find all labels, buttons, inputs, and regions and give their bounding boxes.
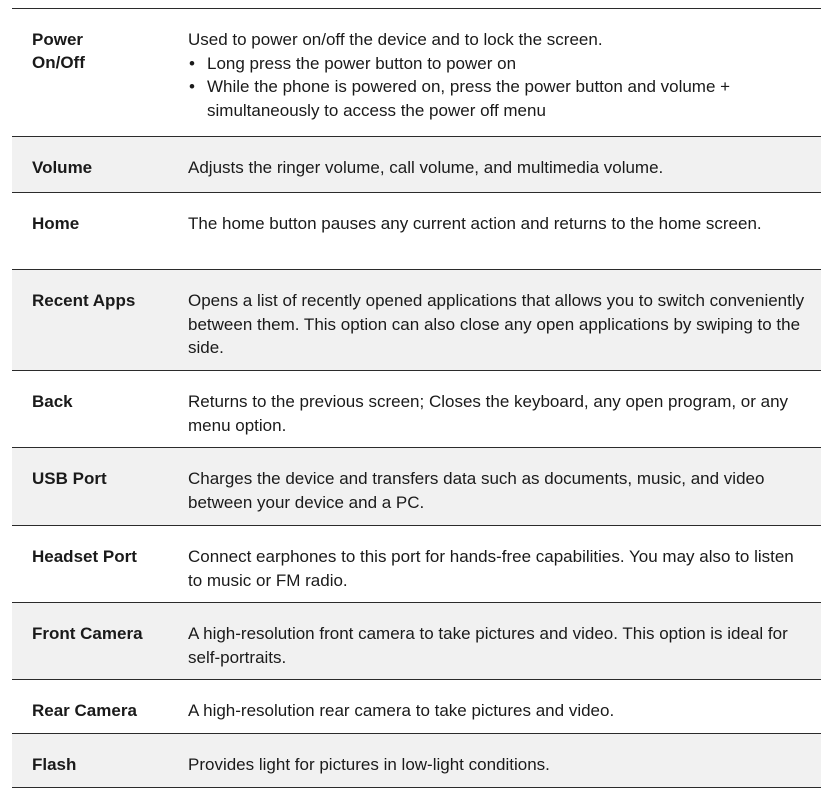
- row-description: A high-resolution front camera to take pictures and video. This option is ideal for self-portraits.: [188, 624, 788, 667]
- table-row-recent-apps: [12, 270, 821, 371]
- row-description: A high-resolution rear camera to take pictures and video.: [188, 701, 615, 720]
- row-description: Charges the device and transfers data such as documents, music, and video between your device and a PC.: [188, 469, 765, 512]
- row-description: Opens a list of recently opened applications that allows you to switch conveniently between them. This option can also close any open applications by swiping to the side.: [188, 291, 805, 357]
- row-term: Headset Port: [32, 547, 137, 566]
- row-description: The home button pauses any current action and returns to the home screen.: [188, 214, 762, 233]
- row-term: Power On/Off: [32, 30, 85, 72]
- row-term: Rear Camera: [32, 701, 137, 720]
- row-description: Adjusts the ringer volume, call volume, and multimedia volume.: [188, 158, 664, 177]
- row-term: Back: [32, 392, 73, 411]
- row-description: Returns to the previous screen; Closes the keyboard, any open program, or any menu option.: [188, 392, 789, 435]
- row-term: Home: [32, 214, 80, 233]
- row-description: [188, 28, 808, 125]
- table-row-usb-port: [12, 448, 821, 526]
- table-row-back: [12, 371, 821, 448]
- row-description: Connect earphones to this port for hands-free capabilities. You may also to listen to music or FM radio.: [188, 547, 794, 590]
- row-description: Provides light for pictures in low-light conditions.: [188, 755, 550, 774]
- row-term: Volume: [32, 158, 93, 177]
- row-term: USB Port: [32, 469, 107, 488]
- table-row-flash: [12, 734, 821, 788]
- table-row-home: [12, 193, 821, 270]
- row-term: Flash: [32, 755, 77, 774]
- table-row-power: [12, 9, 821, 137]
- table-row-rear-camera: [12, 680, 821, 734]
- table-row-front-camera: [12, 603, 821, 680]
- row-description-text: Used to power on/off the device and to lock the screen.: [188, 30, 603, 49]
- row-term: Front Camera: [32, 624, 143, 643]
- device-features-table: [12, 8, 821, 788]
- row-term: Recent Apps: [32, 291, 136, 310]
- table-row-volume: [12, 137, 821, 193]
- table-row-headset-port: [12, 526, 821, 603]
- bullet-item: • Long press the power button to power on: [188, 52, 808, 76]
- bullet-item: • While the phone is powered on, press the power button and volume + simultaneously to access the power off menu: [188, 75, 808, 122]
- bullet-list: [188, 52, 808, 123]
